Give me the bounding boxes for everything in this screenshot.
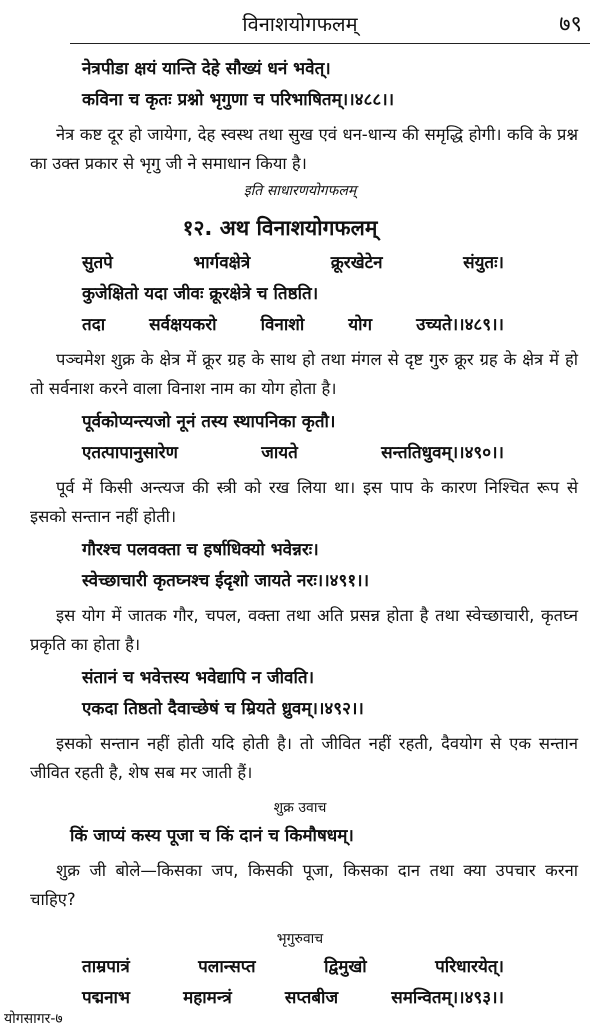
speaker-bhrigu: भृगुरुवाच	[276, 931, 324, 947]
verse-492-line-2: एकदा तिष्ठतो दैवाच्छेषं च म्रियते ध्रुवम्।।४९२।।	[82, 699, 364, 719]
speaker-shukra: शुक्र उवाच	[273, 800, 327, 816]
header-rule	[70, 43, 590, 44]
verse-491-line-1: गौरश्च पलवक्ता च हर्षाधिक्यो भवेन्नरः।	[82, 540, 319, 560]
verse-489-line-2: कुजेक्षितो यदा जीवः क्रूरक्षेत्रे च तिष्ठति।	[82, 284, 319, 304]
commentary-489: पञ्चमेश शुक्र के क्षेत्र में क्रूर ग्रह के साथ हो तथा मंगल से दृष्ट गुरु क्रूर ग्रह के क्षेत्र में हो तो सर्वनाश करने वाला विनाश नाम का योग होता है।	[30, 350, 578, 398]
verse-488-line-2: कविना च कृतः प्रश्नो भृगुणा च परिभाषितम्।।४८८।।	[82, 90, 395, 110]
verse-489-line-1: सुतपे भार्गवक्षेत्रे क्रूरखेटेन संयुतः।	[82, 253, 504, 273]
verse-489-line-3: तदा सर्वक्षयकरो विनाशो योग उच्यते।।४८९।।	[82, 315, 504, 335]
verse-490-line-2: एतत्पापानुसारेण जायते सन्ततिधुवम्।।४९०।।	[82, 443, 504, 463]
verse-491-line-2: स्वेच्छाचारी कृतघ्नश्च ईदृशो जायते नरः।।४९१।।	[82, 571, 370, 591]
page-content	[0, 54, 600, 1014]
commentary-488: नेत्र कष्ट दूर हो जायेगा, देह स्वस्थ तथा सुख एवं धन-धान्य की समृद्धि होगी। कवि के प्रश्न का उक्त प्रकार से भृगु जी ने समाधान किया है।	[30, 125, 578, 173]
footer-signature: योगसागर-७	[4, 1011, 63, 1027]
verse-493-line-2: पद्मनाभ महामन्त्रं सप्तबीज समन्वितम्।।४९३।।	[82, 988, 504, 1008]
page-number: ७९	[559, 12, 582, 37]
running-title: विनाशयोगफलम्	[242, 12, 358, 36]
verse-492-line-1: संतानं च भवेत्तस्य भवेद्यापि न जीवति।	[82, 668, 315, 688]
commentary-491: इस योग में जातक गौर, चपल, वक्ता तथा अति प्रसन्न होता है तथा स्वेच्छाचारी, कृतघ्न प्रकृति का होता है।	[30, 606, 578, 654]
verse-493-line-1: ताम्रपात्रं पलान्सप्त द्विमुखो परिधारयेत्।	[82, 957, 504, 977]
verse-490-line-1: पूर्वकोप्यन्त्यजो नूनं तस्य स्थापनिका कृतौ।	[82, 412, 336, 432]
verse-488-line-1: नेत्रपीडा क्षयं यान्ति देहे सौख्यं धनं भवेत्।	[82, 59, 331, 79]
commentary-490: पूर्व में किसी अन्त्यज की स्त्री को रख लिया था। इस पाप के कारण निश्चित रूप से इसको सन्तान नहीं होती।	[30, 478, 578, 526]
end-note: इति साधारणयोगफलम्	[243, 183, 357, 199]
page-header	[0, 6, 600, 40]
commentary-question: शुक्र जी बोले—किसका जप, किसकी पूजा, किसका दान तथा क्या उपचार करना चाहिए?	[30, 861, 578, 909]
commentary-492: इसको सन्तान नहीं होती यदि होती है। तो जीवित नहीं रहती, दैवयोग से एक सन्तान जीवित रहती है, शेष सब मर जाती हैं।	[30, 734, 578, 782]
question-verse: किं जाप्यं कस्य पूजा च किं दानं च किमौषधम्।	[70, 826, 354, 846]
section-title: १२. अथ विनाशयोगफलम्	[182, 216, 378, 240]
